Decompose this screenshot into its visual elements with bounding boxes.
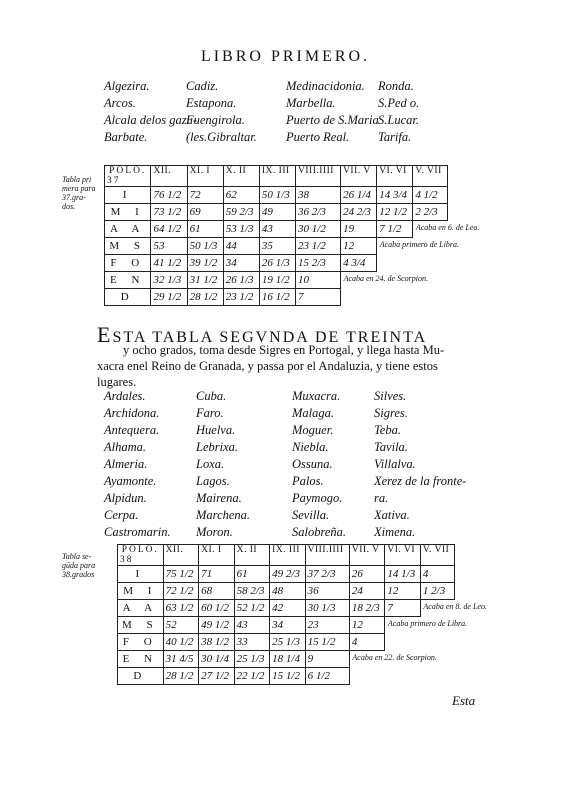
place-name: Paymogo. — [292, 491, 343, 505]
column-header: XI. I — [187, 166, 223, 187]
table-cell: 10 — [296, 272, 341, 289]
table-cell: 53 1/3 — [223, 221, 259, 238]
table-cell: 12 1/2 — [377, 204, 413, 221]
table-cell: 71 — [199, 566, 235, 583]
table-cell: 15 1/2 — [270, 668, 306, 685]
place-name: Barbate. — [104, 130, 148, 144]
place-name: Muxacra. — [292, 389, 341, 403]
table-cell: 39 1/2 — [187, 255, 223, 272]
table-cell: 30 1/3 — [305, 600, 349, 617]
place-name: Cuba. — [196, 389, 227, 403]
table-cell: 18 2/3 — [349, 600, 385, 617]
table-cell: 72 — [187, 187, 223, 204]
place-name: Almeria. — [104, 457, 148, 471]
table-cell: 4 1/2 — [413, 187, 448, 204]
table-cell: 1 2/3 — [420, 583, 454, 600]
place-name: Sevilla. — [292, 508, 330, 522]
table-end-note: Acaba en 6. de Leo. — [415, 222, 480, 232]
intro-line: y ocho grados, toma desde Sigres en Portogal, y llega hasta Mu- — [123, 343, 445, 357]
table-cell: 27 1/2 — [199, 668, 235, 685]
table-cell: 26 1/3 — [223, 272, 259, 289]
place-name: Niebla. — [292, 440, 329, 454]
table-cell: 28 1/2 — [163, 668, 199, 685]
table-end-note: Acaba en 24. de Scorpion. — [343, 273, 428, 283]
table-cell: 60 1/2 — [199, 600, 235, 617]
table-cell: 68 — [199, 583, 235, 600]
place-name: Faro. — [196, 406, 224, 420]
table-cell: 22 1/2 — [234, 668, 270, 685]
place-name: Moron. — [196, 525, 233, 539]
table-cell: 40 1/2 — [163, 634, 199, 651]
table-cell: 15 2/3 — [296, 255, 341, 272]
place-name: Silves. — [374, 389, 407, 403]
place-name: S.Lucar. — [378, 113, 419, 127]
table-cell: 43 — [234, 617, 270, 634]
table-cell: 4 — [349, 634, 385, 651]
table-cell: 53 — [151, 238, 187, 255]
column-header: VI. VI — [385, 545, 421, 566]
table-cell: 12 — [341, 238, 377, 255]
place-name: Medinacidonia. — [286, 79, 365, 93]
row-label: I — [105, 187, 151, 204]
place-name: Palos. — [292, 474, 324, 488]
place-name: Arcos. — [104, 96, 136, 110]
table-cell: 4 3/4 — [341, 255, 377, 272]
row-label: I — [118, 566, 164, 583]
place-name: Archidona. — [104, 406, 160, 420]
place-name: Villalva. — [374, 457, 416, 471]
table-cell: 26 1/4 — [341, 187, 377, 204]
table-cell — [413, 289, 448, 306]
table-row — [105, 204, 448, 221]
place-name: Salobreña. — [292, 525, 347, 539]
table-end-note: Acaba en 22. de Scorpion. — [352, 652, 437, 662]
place-name: Antequera. — [104, 423, 160, 437]
table-cell: 49 — [259, 204, 295, 221]
place-name: Alhama. — [104, 440, 147, 454]
column-header: X. II — [234, 545, 270, 566]
table-cell: 72 1/2 — [163, 583, 199, 600]
table-row — [118, 583, 455, 600]
table-cell: 75 1/2 — [163, 566, 199, 583]
place-name: Teba. — [374, 423, 401, 437]
table-row — [118, 634, 455, 651]
place-name: Cadiz. — [186, 79, 219, 93]
column-header: XII. — [163, 545, 199, 566]
intro-line: lugares. — [97, 375, 137, 389]
table-cell: 36 — [305, 583, 349, 600]
row-label: M S — [118, 617, 164, 634]
place-list-first — [104, 78, 434, 146]
table-cell: 49 1/2 — [199, 617, 235, 634]
column-header: VIII.IIII — [296, 166, 341, 187]
table-cell: 59 2/3 — [223, 204, 259, 221]
table-cell: 35 — [259, 238, 295, 255]
place-name: Xativa. — [374, 508, 410, 522]
place-name: Lebrixa. — [196, 440, 239, 454]
table-cell — [420, 634, 454, 651]
table-cell: 43 — [259, 221, 295, 238]
table-cell: 7 — [385, 600, 421, 617]
table-cell: 7 1/2 — [377, 221, 413, 238]
section-title-initial: E — [97, 322, 113, 347]
column-header: IX. III — [259, 166, 295, 187]
place-list-second — [104, 388, 467, 541]
column-header: V. VII — [413, 166, 448, 187]
row-label: M I — [105, 204, 151, 221]
table-cell: 24 — [349, 583, 385, 600]
table-cell — [413, 255, 448, 272]
place-name: Puerto Real. — [286, 130, 350, 144]
table-cell: 12 — [349, 617, 385, 634]
table-cell: 50 1/3 — [187, 238, 223, 255]
side-note-line: mera para — [62, 184, 96, 193]
side-note-line: gũda para — [62, 561, 96, 570]
table-cell: 31 4/5 — [163, 651, 199, 668]
column-header: XII. — [151, 166, 187, 187]
row-label: A A — [105, 221, 151, 238]
table-cell: 61 — [234, 566, 270, 583]
table-cell: 50 1/3 — [259, 187, 295, 204]
table-cell: 52 — [163, 617, 199, 634]
place-name: Moguer. — [292, 423, 334, 437]
place-name: Puerto de S.Maria — [286, 113, 379, 127]
table-cell — [385, 668, 421, 685]
table-cell: 38 — [296, 187, 341, 204]
place-name: Alpidun. — [104, 491, 147, 505]
side-note-line: 38.grados — [62, 570, 95, 579]
table-cell: 64 1/2 — [151, 221, 187, 238]
table-cell: 42 — [270, 600, 306, 617]
row-label: M S — [105, 238, 151, 255]
place-name: ra. — [374, 491, 389, 505]
place-name: Alcala delos gazu- — [104, 113, 198, 127]
place-name: Estapona. — [186, 96, 237, 110]
table-cell: 61 — [187, 221, 223, 238]
column-header: X. II — [223, 166, 259, 187]
place-name: S.Ped o. — [378, 96, 420, 110]
table-cell: 19 — [341, 221, 377, 238]
table-cell — [377, 289, 413, 306]
table-cell: 63 1/2 — [163, 600, 199, 617]
table-cell: 34 — [270, 617, 306, 634]
place-name: Mairena. — [196, 491, 242, 505]
table-row — [105, 187, 448, 204]
table-cell: 30 1/4 — [199, 651, 235, 668]
row-label: D — [118, 668, 164, 685]
side-note-line: Tabla pri — [62, 175, 92, 184]
place-name: Xerez de la fronte- — [374, 474, 467, 488]
table-cell: 44 — [223, 238, 259, 255]
table-row — [118, 668, 455, 685]
side-note-line: 37.gra- — [62, 193, 86, 202]
column-header: XI. I — [199, 545, 235, 566]
table-row — [105, 289, 448, 306]
table-cell: 36 2/3 — [296, 204, 341, 221]
table-cell: 58 2/3 — [234, 583, 270, 600]
table-cell: 15 1/2 — [305, 634, 349, 651]
table-cell: 14 1/3 — [385, 566, 421, 583]
table-cell — [341, 289, 377, 306]
table-cell: 48 — [270, 583, 306, 600]
place-name: Ronda. — [378, 79, 414, 93]
table-cell: 25 1/3 — [234, 651, 270, 668]
place-name: Algezira. — [104, 79, 150, 93]
table-cell: 2 2/3 — [413, 204, 448, 221]
table-cell: 18 1/4 — [270, 651, 306, 668]
column-header: V. VII — [420, 545, 454, 566]
place-name: Tarifa. — [378, 130, 412, 144]
table-cell: 4 — [420, 566, 454, 583]
polo-value: 38 — [120, 555, 134, 565]
row-label: F O — [105, 255, 151, 272]
column-header: VI. VI — [377, 166, 413, 187]
table-row — [118, 566, 455, 583]
place-name: Ximena. — [374, 525, 416, 539]
table-cell — [377, 255, 413, 272]
row-label: F O — [118, 634, 164, 651]
place-name: Loxa. — [196, 457, 225, 471]
table-end-note: Acaba primero de Libra. — [379, 239, 459, 249]
place-name: Cerpa. — [104, 508, 139, 522]
table-cell: 34 — [223, 255, 259, 272]
table-cell: 41 1/2 — [151, 255, 187, 272]
table-row — [105, 221, 448, 238]
place-name: Tavila. — [374, 440, 408, 454]
intro-line: xacra enel Reino de Granada, y passa por el Andaluzia, y tiene estos — [97, 359, 438, 373]
table-cell: 28 1/2 — [187, 289, 223, 306]
row-label: E N — [105, 272, 151, 289]
polo-value: 37 — [107, 176, 121, 186]
running-header: LIBRO PRIMERO. — [200, 48, 371, 65]
table-cell: 6 1/2 — [305, 668, 349, 685]
table-cell: 25 1/3 — [270, 634, 306, 651]
place-name: Castromarin. — [104, 525, 171, 539]
table-cell: 7 — [296, 289, 341, 306]
place-name: Ossuna. — [292, 457, 333, 471]
column-header: VII. V — [349, 545, 385, 566]
place-name: Marbella. — [286, 96, 336, 110]
table-cell: 16 1/2 — [259, 289, 295, 306]
table-row — [118, 600, 455, 617]
table-cell: 38 1/2 — [199, 634, 235, 651]
table-cell: 24 2/3 — [341, 204, 377, 221]
row-label: D — [105, 289, 151, 306]
table-cell: 23 1/2 — [296, 238, 341, 255]
table-cell: 9 — [305, 651, 349, 668]
table-cell: 14 3/4 — [377, 187, 413, 204]
polo-label: POLO. — [109, 166, 147, 176]
table-cell: 69 — [187, 204, 223, 221]
row-label: E N — [118, 651, 164, 668]
table-row — [105, 255, 448, 272]
side-note-line: Tabla se- — [62, 552, 92, 561]
table-cell: 33 — [234, 634, 270, 651]
section-intro-paragraph — [97, 342, 478, 390]
polo-header-cell — [118, 545, 164, 566]
polo-label: POLO. — [121, 545, 159, 555]
table-one-37-degrees — [104, 165, 448, 306]
table-cell: 49 2/3 — [270, 566, 306, 583]
table-cell: 23 — [305, 617, 349, 634]
table-cell: 19 1/2 — [259, 272, 295, 289]
table-cell: 12 — [385, 583, 421, 600]
place-name: Malaga. — [292, 406, 335, 420]
place-name: Ardales. — [104, 389, 146, 403]
table-cell: 32 1/3 — [151, 272, 187, 289]
place-name: Marchena. — [196, 508, 251, 522]
table-cell — [420, 668, 454, 685]
table-two-38-degrees — [117, 544, 455, 685]
table-cell: 30 1/2 — [296, 221, 341, 238]
column-header: IX. III — [270, 545, 306, 566]
table-cell: 73 1/2 — [151, 204, 187, 221]
row-label: M I — [118, 583, 164, 600]
table-cell: 23 1/2 — [223, 289, 259, 306]
table-cell — [349, 668, 385, 685]
table-cell: 26 1/3 — [259, 255, 295, 272]
section-title-rest: STA TABLA SEGVNDA DE TREINTA — [112, 329, 428, 346]
column-header: VIII.IIII — [305, 545, 349, 566]
table-cell: 52 1/2 — [234, 600, 270, 617]
table-end-note: Acaba primero de Libra. — [387, 618, 468, 628]
place-name: Huelva. — [196, 423, 236, 437]
column-header: VII. V — [341, 166, 377, 187]
place-name: Lagos. — [196, 474, 230, 488]
place-name: Fuengirola. — [186, 113, 245, 127]
table-cell: 29 1/2 — [151, 289, 187, 306]
polo-header-cell — [105, 166, 151, 187]
place-name: Sigres. — [374, 406, 408, 420]
table-cell: 26 — [349, 566, 385, 583]
table-two-side-note — [62, 552, 104, 579]
table-cell: 62 — [223, 187, 259, 204]
catchword: Esta — [452, 693, 476, 708]
side-note-line: dos. — [62, 202, 76, 211]
table-cell — [385, 634, 421, 651]
place-name: (les.Gibraltar. — [186, 130, 257, 144]
place-name: Ayamonte. — [104, 474, 157, 488]
table-cell: 76 1/2 — [151, 187, 187, 204]
row-label: A A — [118, 600, 164, 617]
table-cell: 37 2/3 — [305, 566, 349, 583]
table-end-note: Acaba en 8. de Leo. — [423, 601, 487, 611]
table-cell: 31 1/2 — [187, 272, 223, 289]
table-one-side-note — [62, 175, 104, 211]
